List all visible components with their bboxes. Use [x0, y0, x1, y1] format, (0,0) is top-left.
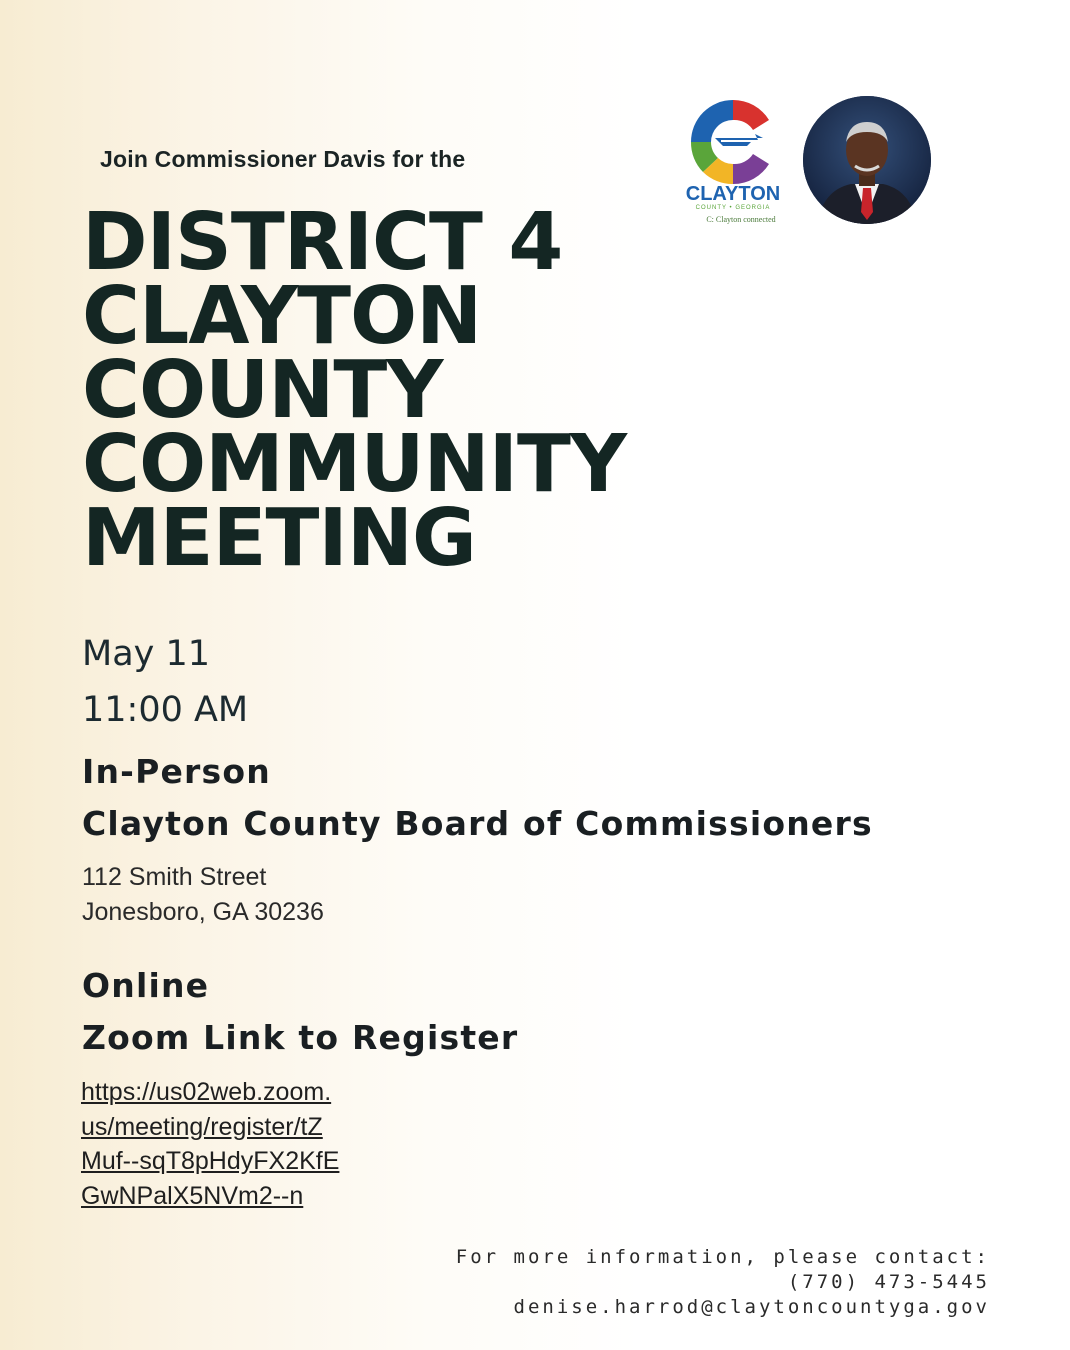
- logo-tagline: C: Clayton connected: [706, 215, 776, 224]
- date-time: [82, 626, 248, 738]
- contact-info: [456, 1245, 990, 1320]
- meeting-date: May 11: [82, 634, 211, 674]
- contact-phone: (770) 473-5445: [787, 1271, 990, 1293]
- portrait-image: [803, 96, 931, 224]
- contact-email: denise.harrod@claytoncountyga.gov: [513, 1296, 990, 1318]
- intro-text: Join Commissioner Davis for the: [100, 146, 466, 172]
- in-person-label: In-Person: [82, 752, 271, 791]
- title-line: COUNTY: [82, 344, 443, 436]
- logo-name: CLAYTON: [685, 183, 781, 205]
- title-line: MEETING: [82, 492, 476, 584]
- venue-name: Clayton County Board of Commissioners: [82, 804, 873, 843]
- title-line: DISTRICT 4: [82, 196, 563, 288]
- meeting-time: 11:00 AM: [82, 690, 249, 730]
- address-street: 112 Smith Street: [82, 863, 267, 891]
- logo-sub: COUNTY • GEORGIA: [695, 205, 771, 211]
- title-line: CLAYTON: [82, 270, 482, 362]
- address-city: Jonesboro, GA 30236: [82, 898, 324, 926]
- meeting-title: [82, 196, 627, 584]
- title-line: COMMUNITY: [82, 418, 627, 510]
- venue-address: [82, 860, 324, 930]
- globe-icon: [691, 100, 769, 184]
- zoom-register-link[interactable]: https://us02web.zoom.us/meeting/register/tZMuf--sqT8pHdyFX2KfEGwNPalX5NVm2--n: [81, 1078, 340, 1210]
- clayton-county-logo: [663, 96, 803, 228]
- zoom-heading: Zoom Link to Register: [82, 1018, 519, 1057]
- online-label: Online: [82, 966, 210, 1005]
- contact-label: For more information, please contact:: [455, 1246, 990, 1268]
- commissioner-portrait: [803, 96, 931, 224]
